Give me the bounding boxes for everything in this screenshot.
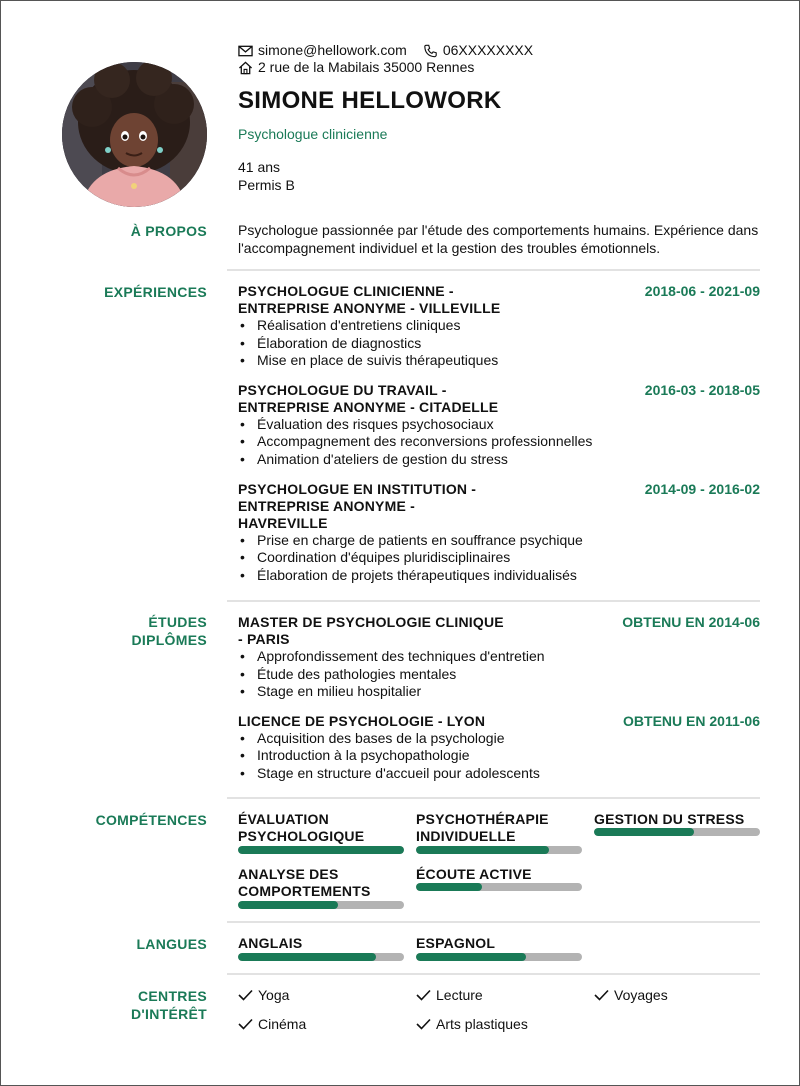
skill-level-fill bbox=[238, 846, 404, 854]
bullet-item: • Évaluation des risques psychosociaux bbox=[238, 416, 760, 434]
interest-item: Lecture bbox=[416, 987, 483, 1003]
language-level-fill bbox=[238, 953, 376, 961]
avatar bbox=[62, 62, 207, 207]
divider bbox=[227, 600, 760, 602]
skill-name: ÉVALUATION PSYCHOLOGIQUE bbox=[238, 811, 365, 844]
bullet-item: • Mise en place de suivis thérapeutiques bbox=[238, 352, 760, 370]
bullet-item: • Réalisation d'entretiens cliniques bbox=[238, 317, 760, 335]
education-list bbox=[238, 614, 760, 793]
bullet-item: • Coordination d'équipes pluridisciplinaires bbox=[238, 549, 760, 567]
education-entry bbox=[238, 614, 760, 701]
license-text: Permis B bbox=[238, 177, 295, 193]
experience-entry bbox=[238, 283, 760, 370]
education-bullets bbox=[238, 730, 760, 783]
divider bbox=[227, 921, 760, 923]
bullet-item: • Approfondissement des techniques d'entretien bbox=[238, 648, 760, 666]
education-title: LICENCE DE PSYCHOLOGIE - LYON bbox=[238, 712, 486, 729]
language-level-bar bbox=[416, 953, 582, 961]
language-item bbox=[416, 935, 582, 952]
bullet-item: • Élaboration de projets thérapeutiques individualisés bbox=[238, 567, 760, 585]
email-item[interactable] bbox=[238, 42, 407, 59]
education-bullets bbox=[238, 648, 760, 701]
skill-item bbox=[238, 866, 404, 900]
language-level-fill bbox=[416, 953, 526, 961]
section-label-education: ÉTUDES DIPLÔMES bbox=[131, 614, 207, 648]
skill-name: ÉCOUTE ACTIVE bbox=[416, 866, 532, 882]
experience-bullets bbox=[238, 317, 760, 370]
bullet-item: • Acquisition des bases de la psychologie bbox=[238, 730, 760, 748]
skill-level-bar bbox=[238, 901, 404, 909]
check-icon bbox=[238, 989, 253, 1001]
bullet-item: • Introduction à la psychopathologie bbox=[238, 747, 760, 765]
personal-info bbox=[238, 158, 295, 194]
skill-level-bar bbox=[594, 828, 760, 836]
profile-photo bbox=[62, 62, 207, 207]
interest-item: Yoga bbox=[238, 987, 289, 1003]
skill-item bbox=[416, 811, 582, 845]
about-text: Psychologue passionnée par l'étude des comportements humains. Expérience dans l'accompagnement individuel et la gestion des troubles émotionnels. bbox=[238, 222, 759, 256]
bullet-item: • Accompagnement des reconversions professionnelles bbox=[238, 433, 760, 451]
skill-level-fill bbox=[594, 828, 694, 836]
phone-item[interactable] bbox=[423, 42, 533, 59]
experience-title: PSYCHOLOGUE DU TRAVAIL - ENTREPRISE ANONYME - CITADELLE bbox=[238, 381, 499, 415]
experience-title: PSYCHOLOGUE CLINICIENNE - ENTREPRISE ANONYME - VILLEVILLE bbox=[238, 283, 501, 316]
experience-dates: 2016-03 - 2018-05 bbox=[644, 381, 760, 398]
skill-item bbox=[594, 811, 760, 828]
language-item bbox=[238, 935, 404, 952]
experience-list bbox=[238, 283, 760, 594]
section-label-experiences: EXPÉRIENCES bbox=[104, 284, 207, 300]
address-item bbox=[238, 59, 474, 76]
skill-level-fill bbox=[238, 901, 338, 909]
experience-bullets bbox=[238, 416, 760, 469]
education-entry bbox=[238, 713, 760, 783]
check-icon bbox=[238, 1018, 253, 1030]
divider bbox=[227, 797, 760, 799]
language-level-bar bbox=[238, 953, 404, 961]
experience-entry bbox=[238, 382, 760, 469]
phone-text: 06XXXXXXXX bbox=[442, 42, 534, 58]
address-text: 2 rue de la Mabilais 35000 Rennes bbox=[258, 59, 475, 75]
bullet-item: • Prise en charge de patients en souffrance psychique bbox=[238, 532, 760, 550]
phone-icon bbox=[423, 44, 438, 58]
experience-bullets bbox=[238, 532, 760, 585]
skill-name: PSYCHOTHÉRAPIE INDIVIDUELLE bbox=[416, 811, 549, 844]
education-title: MASTER DE PSYCHOLOGIE CLINIQUE - PARIS bbox=[238, 614, 504, 647]
interest-item: Cinéma bbox=[238, 1016, 306, 1032]
experience-dates: 2018-06 - 2021-09 bbox=[644, 283, 760, 299]
skill-level-fill bbox=[416, 883, 482, 891]
divider bbox=[227, 269, 760, 271]
bullet-item: • Animation d'ateliers de gestion du stress bbox=[238, 451, 760, 469]
section-label-about: À PROPOS bbox=[130, 223, 207, 239]
email-text: simone@hellowork.com bbox=[258, 42, 407, 58]
check-icon bbox=[416, 1018, 431, 1030]
job-title: Psychologue clinicienne bbox=[238, 126, 388, 142]
education-dates: OBTENU EN 2014-06 bbox=[622, 614, 760, 630]
contact-block bbox=[238, 42, 549, 76]
interest-item: Arts plastiques bbox=[416, 1016, 528, 1032]
skill-level-fill bbox=[416, 846, 549, 854]
experience-title: PSYCHOLOGUE EN INSTITUTION - ENTREPRISE ANONYME - HAVREVILLE bbox=[238, 480, 477, 531]
skill-level-bar bbox=[416, 883, 582, 891]
person-name: SIMONE HELLOWORK bbox=[238, 87, 502, 114]
skill-level-bar bbox=[416, 846, 582, 854]
skill-name: ANALYSE DES COMPORTEMENTS bbox=[238, 866, 371, 899]
bullet-item: • Étude des pathologies mentales bbox=[238, 666, 760, 684]
section-label-interests: CENTRES D'INTÉRÊT bbox=[130, 988, 207, 1022]
check-icon bbox=[416, 989, 431, 1001]
age-text: 41 ans bbox=[238, 159, 281, 175]
language-name: ESPAGNOL bbox=[416, 935, 496, 951]
bullet-item: • Stage en milieu hospitalier bbox=[238, 683, 760, 701]
mail-icon bbox=[238, 44, 253, 58]
language-name: ANGLAIS bbox=[238, 935, 303, 951]
experience-dates: 2014-09 - 2016-02 bbox=[644, 480, 760, 497]
bullet-item: • Élaboration de diagnostics bbox=[238, 335, 760, 353]
education-dates: OBTENU EN 2011-06 bbox=[623, 712, 760, 729]
skill-level-bar bbox=[238, 846, 404, 854]
interest-item: Voyages bbox=[594, 987, 668, 1003]
skill-name: GESTION DU STRESS bbox=[594, 811, 745, 827]
skill-item bbox=[416, 866, 582, 883]
skill-item bbox=[238, 811, 404, 845]
section-label-languages: LANGUES bbox=[136, 936, 207, 952]
check-icon bbox=[594, 989, 609, 1001]
section-label-skills: COMPÉTENCES bbox=[95, 812, 207, 828]
bullet-item: • Stage en structure d'accueil pour adolescents bbox=[238, 765, 760, 783]
divider bbox=[227, 973, 760, 975]
experience-entry bbox=[238, 481, 760, 585]
home-icon bbox=[238, 61, 253, 75]
